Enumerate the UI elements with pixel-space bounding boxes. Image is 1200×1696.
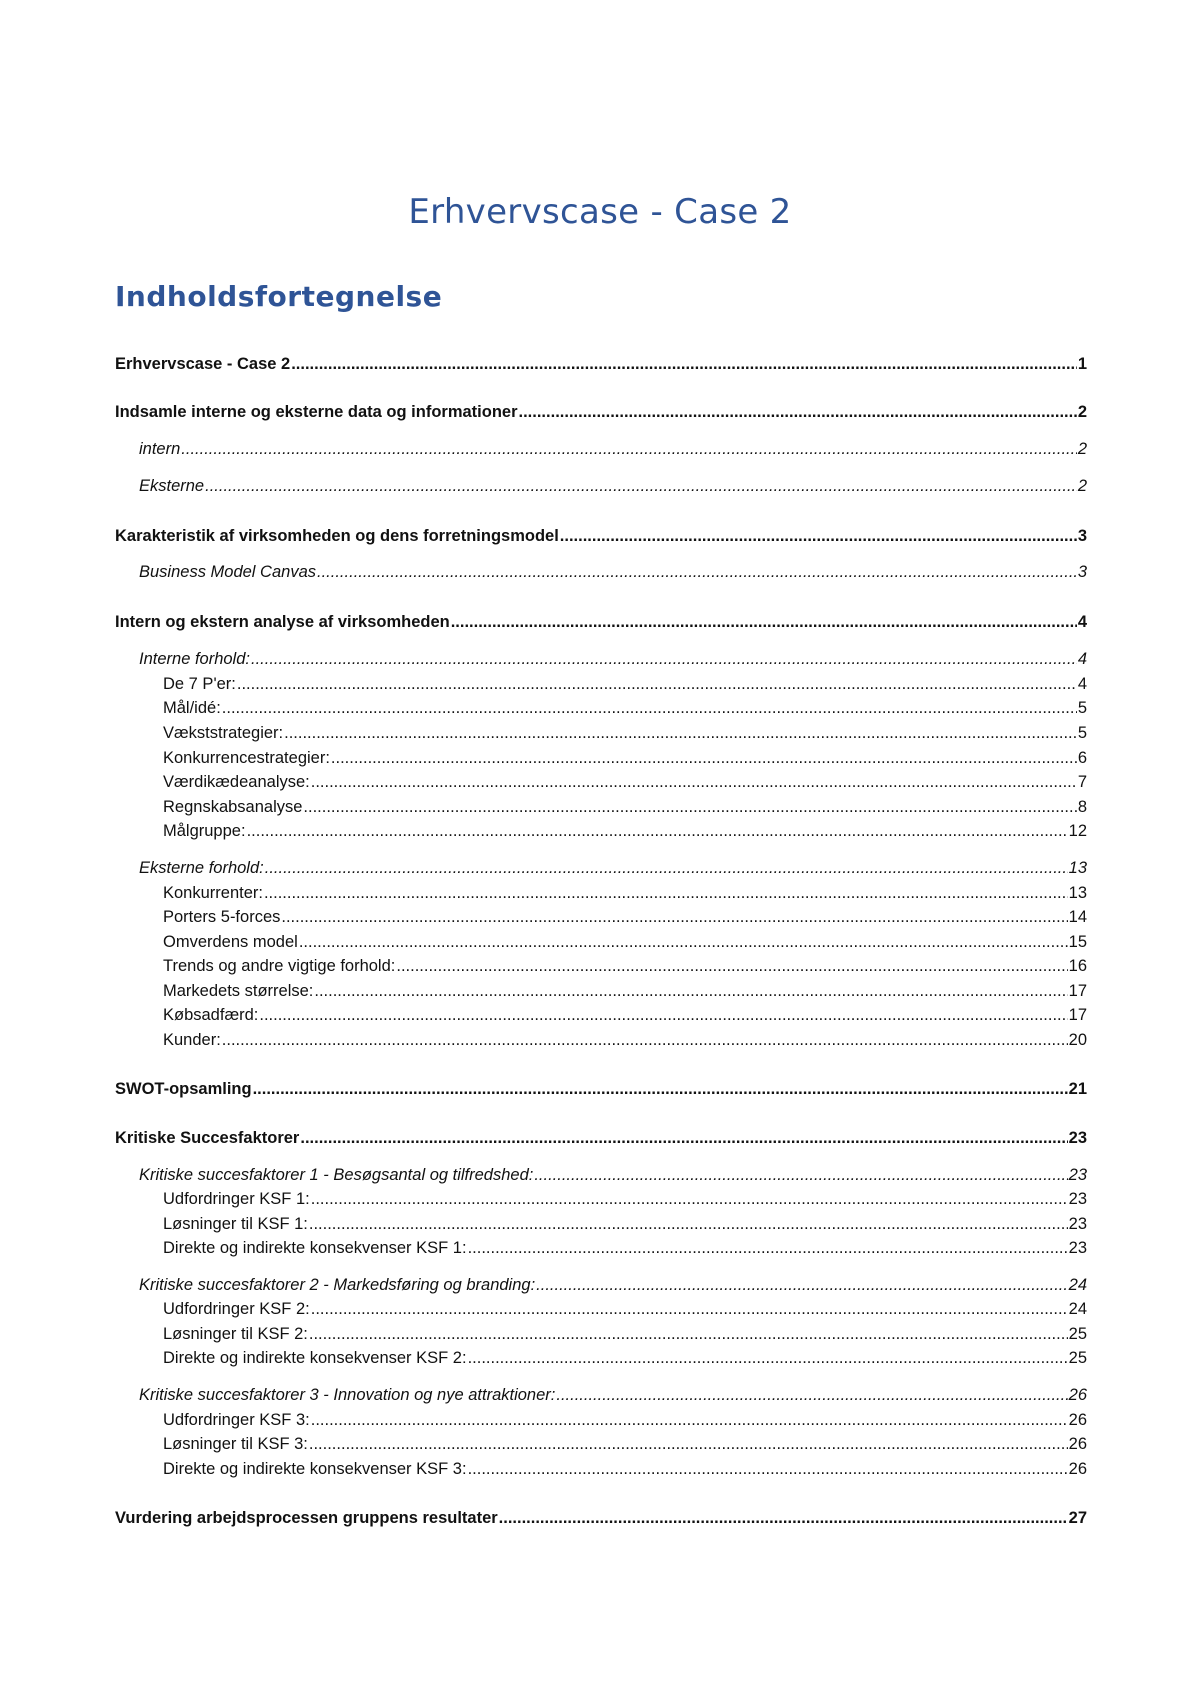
toc-entry[interactable] bbox=[163, 793, 1087, 817]
toc-entry[interactable] bbox=[115, 1504, 1087, 1528]
toc-entry[interactable] bbox=[163, 1026, 1087, 1050]
toc-entry-label: Målgruppe: bbox=[163, 822, 246, 840]
toc-leader-dots bbox=[451, 612, 1077, 632]
toc-entry[interactable] bbox=[163, 694, 1087, 718]
toc-entry[interactable] bbox=[163, 1344, 1087, 1368]
toc-entry-label: Kunder: bbox=[163, 1031, 221, 1049]
toc-page-number: 25 bbox=[1068, 1349, 1087, 1367]
toc-entry[interactable] bbox=[163, 928, 1087, 952]
toc-entry[interactable] bbox=[139, 472, 1087, 496]
toc-page-number: 5 bbox=[1077, 699, 1087, 717]
toc-leader-dots bbox=[311, 1299, 1068, 1319]
toc-entry[interactable] bbox=[139, 558, 1087, 582]
toc-page-number: 26 bbox=[1068, 1411, 1087, 1429]
toc-page-number: 26 bbox=[1068, 1386, 1087, 1404]
toc-entry-label: Porters 5-forces bbox=[163, 908, 281, 926]
toc-entry[interactable] bbox=[163, 817, 1087, 841]
toc-entry[interactable] bbox=[163, 1406, 1087, 1430]
toc-page-number: 26 bbox=[1068, 1460, 1087, 1478]
toc-entry[interactable] bbox=[163, 1430, 1087, 1454]
toc-page-number: 23 bbox=[1068, 1190, 1087, 1208]
toc-entry-label: Trends og andre vigtige forhold: bbox=[163, 957, 396, 975]
toc-page-number: 7 bbox=[1077, 773, 1087, 791]
toc-entry-label: Karakteristik af virksomheden og dens forretningsmodel bbox=[115, 527, 559, 545]
toc-entry-label: Indsamle interne og eksterne data og informationer bbox=[115, 403, 518, 421]
toc-entry-label: Direkte og indirekte konsekvenser KSF 1: bbox=[163, 1239, 467, 1257]
toc-leader-dots bbox=[311, 1410, 1068, 1430]
toc-entry[interactable] bbox=[163, 1320, 1087, 1344]
toc-leader-dots bbox=[560, 526, 1077, 546]
toc-leader-dots bbox=[205, 476, 1077, 496]
toc-leader-dots bbox=[534, 1165, 1067, 1185]
toc-entry-label: Værdikædeanalyse: bbox=[163, 773, 310, 791]
toc-page-number: 25 bbox=[1068, 1325, 1087, 1343]
toc-entry-label: Eksterne forhold: bbox=[139, 859, 264, 877]
toc-entry[interactable] bbox=[163, 903, 1087, 927]
toc-leader-dots bbox=[396, 956, 1067, 976]
toc-leader-dots bbox=[311, 772, 1077, 792]
toc-page-number: 23 bbox=[1068, 1215, 1087, 1233]
toc-entry[interactable] bbox=[115, 1124, 1087, 1148]
toc-entry-label: Mål/idé: bbox=[163, 699, 221, 717]
toc-entry-label: Interne forhold: bbox=[139, 650, 250, 668]
toc-page-number: 14 bbox=[1068, 908, 1087, 926]
toc-heading: Indholdsfortegnelse bbox=[115, 280, 443, 313]
toc-entry[interactable] bbox=[163, 1001, 1087, 1025]
toc-page-number: 13 bbox=[1068, 859, 1087, 877]
toc-page-number: 3 bbox=[1077, 527, 1087, 545]
toc-entry[interactable] bbox=[163, 952, 1087, 976]
toc-entry-label: Direkte og indirekte konsekvenser KSF 3: bbox=[163, 1460, 467, 1478]
toc-leader-dots bbox=[314, 981, 1067, 1001]
toc-entry[interactable] bbox=[163, 977, 1087, 1001]
toc-leader-dots bbox=[265, 858, 1068, 878]
toc-leader-dots bbox=[281, 907, 1067, 927]
toc-entry-label: Udfordringer KSF 1: bbox=[163, 1190, 310, 1208]
toc-leader-dots bbox=[264, 883, 1068, 903]
toc-entry-label: Kritiske succesfaktorer 2 - Markedsføring og branding: bbox=[139, 1276, 536, 1294]
toc-entry-label: Konkurrencestrategier: bbox=[163, 749, 330, 767]
toc-entry-label: Business Model Canvas bbox=[139, 563, 317, 581]
toc-entry-label: Løsninger til KSF 2: bbox=[163, 1325, 308, 1343]
toc-page-number: 4 bbox=[1077, 675, 1087, 693]
toc-leader-dots bbox=[247, 821, 1068, 841]
toc-page-number: 13 bbox=[1068, 884, 1087, 902]
toc-leader-dots bbox=[284, 723, 1077, 743]
toc-entry[interactable] bbox=[115, 522, 1087, 546]
toc-page-number: 17 bbox=[1068, 982, 1087, 1000]
toc-entry[interactable] bbox=[139, 1271, 1087, 1295]
toc-page-number: 23 bbox=[1068, 1239, 1087, 1257]
toc-entry[interactable] bbox=[163, 719, 1087, 743]
toc-page-number: 26 bbox=[1068, 1435, 1087, 1453]
toc-entry-label: Udfordringer KSF 2: bbox=[163, 1300, 310, 1318]
toc-entry[interactable] bbox=[139, 435, 1087, 459]
toc-entry[interactable] bbox=[163, 670, 1087, 694]
toc-page-number: 1 bbox=[1077, 355, 1087, 373]
toc-leader-dots bbox=[309, 1214, 1068, 1234]
toc-entry[interactable] bbox=[163, 879, 1087, 903]
toc-leader-dots bbox=[300, 1128, 1067, 1148]
toc-page-number: 20 bbox=[1068, 1031, 1087, 1049]
toc-entry-label: Erhvervscase - Case 2 bbox=[115, 355, 291, 373]
toc-entry[interactable] bbox=[163, 744, 1087, 768]
toc-leader-dots bbox=[237, 674, 1077, 694]
toc-leader-dots bbox=[309, 1434, 1068, 1454]
toc-entry[interactable] bbox=[163, 1295, 1087, 1319]
toc-entry-label: Regnskabsanalyse bbox=[163, 798, 303, 816]
toc-page-number: 2 bbox=[1077, 440, 1087, 458]
toc-leader-dots bbox=[499, 1508, 1068, 1528]
toc-leader-dots bbox=[181, 439, 1077, 459]
toc-leader-dots bbox=[222, 698, 1077, 718]
toc-leader-dots bbox=[253, 1079, 1068, 1099]
toc-entry-label: Omverdens model bbox=[163, 933, 298, 951]
toc-page-number: 17 bbox=[1068, 1006, 1087, 1024]
toc-page-number: 12 bbox=[1068, 822, 1087, 840]
toc-leader-dots bbox=[222, 1030, 1068, 1050]
toc-page-number: 5 bbox=[1077, 724, 1087, 742]
toc-leader-dots bbox=[556, 1385, 1067, 1405]
toc-entry-label: Udfordringer KSF 3: bbox=[163, 1411, 310, 1429]
toc-entry-label: Kritiske Succesfaktorer bbox=[115, 1129, 300, 1147]
toc-leader-dots bbox=[331, 748, 1077, 768]
toc-page-number: 15 bbox=[1068, 933, 1087, 951]
toc-entry-label: Købsadfærd: bbox=[163, 1006, 259, 1024]
toc-leader-dots bbox=[468, 1238, 1068, 1258]
toc-entry-label: Konkurrenter: bbox=[163, 884, 263, 902]
toc-leader-dots bbox=[317, 562, 1077, 582]
toc-entry[interactable] bbox=[163, 1210, 1087, 1234]
toc-entry-label: Kritiske succesfaktorer 1 - Besøgsantal og tilfredshed: bbox=[139, 1166, 534, 1184]
toc-entry[interactable] bbox=[115, 1075, 1087, 1099]
toc-leader-dots bbox=[251, 649, 1077, 669]
toc-page-number: 2 bbox=[1077, 403, 1087, 421]
toc-entry[interactable] bbox=[139, 854, 1087, 878]
toc-leader-dots bbox=[303, 797, 1076, 817]
toc-page-number: 4 bbox=[1077, 650, 1087, 668]
toc-entry[interactable] bbox=[163, 1185, 1087, 1209]
toc-page-number: 8 bbox=[1077, 798, 1087, 816]
toc-leader-dots bbox=[299, 932, 1068, 952]
toc-entry-label: De 7 P'er: bbox=[163, 675, 236, 693]
toc-entry[interactable] bbox=[115, 350, 1087, 374]
toc-page-number: 16 bbox=[1068, 957, 1087, 975]
toc-page-number: 23 bbox=[1068, 1129, 1087, 1147]
toc-leader-dots bbox=[519, 402, 1077, 422]
toc-entry[interactable] bbox=[163, 1234, 1087, 1258]
toc-leader-dots bbox=[309, 1324, 1068, 1344]
toc-page-number: 21 bbox=[1068, 1080, 1087, 1098]
document-title: Erhvervscase - Case 2 bbox=[408, 192, 792, 232]
toc-entry-label: Direkte og indirekte konsekvenser KSF 2: bbox=[163, 1349, 467, 1367]
toc-entry-label: Kritiske succesfaktorer 3 - Innovation og nye attraktioner: bbox=[139, 1386, 556, 1404]
toc-entry-label: intern bbox=[139, 440, 181, 458]
toc-page-number: 24 bbox=[1068, 1300, 1087, 1318]
toc-leader-dots bbox=[259, 1005, 1067, 1025]
toc-entry[interactable] bbox=[163, 768, 1087, 792]
toc-entry-label: Løsninger til KSF 3: bbox=[163, 1435, 308, 1453]
toc-page-number: 2 bbox=[1077, 477, 1087, 495]
toc-leader-dots bbox=[468, 1459, 1068, 1479]
toc-entry[interactable] bbox=[115, 608, 1087, 632]
toc-page-number: 6 bbox=[1077, 749, 1087, 767]
toc-entry-label: Eksterne bbox=[139, 477, 205, 495]
toc-page-number: 23 bbox=[1068, 1166, 1087, 1184]
toc-entry[interactable] bbox=[139, 645, 1087, 669]
toc-entry[interactable] bbox=[139, 1381, 1087, 1405]
toc-entry[interactable] bbox=[163, 1455, 1087, 1479]
toc-page-number: 24 bbox=[1068, 1276, 1087, 1294]
toc-page-number: 4 bbox=[1077, 613, 1087, 631]
toc-entry-label: Vækststrategier: bbox=[163, 724, 284, 742]
toc-entry-label: Vurdering arbejdsprocessen gruppens resultater bbox=[115, 1509, 498, 1527]
toc-leader-dots bbox=[311, 1189, 1068, 1209]
toc-leader-dots bbox=[468, 1348, 1068, 1368]
toc-entry[interactable] bbox=[115, 398, 1087, 422]
toc-page-number: 27 bbox=[1068, 1509, 1087, 1527]
toc-leader-dots bbox=[536, 1275, 1067, 1295]
toc-entry-label: SWOT-opsamling bbox=[115, 1080, 252, 1098]
toc-entry-label: Markedets størrelse: bbox=[163, 982, 314, 1000]
toc-page-number: 3 bbox=[1077, 563, 1087, 581]
toc-entry[interactable] bbox=[139, 1161, 1087, 1185]
toc-leader-dots bbox=[291, 354, 1077, 374]
toc-entry-label: Løsninger til KSF 1: bbox=[163, 1215, 308, 1233]
toc-entry-label: Intern og ekstern analyse af virksomheden bbox=[115, 613, 450, 631]
